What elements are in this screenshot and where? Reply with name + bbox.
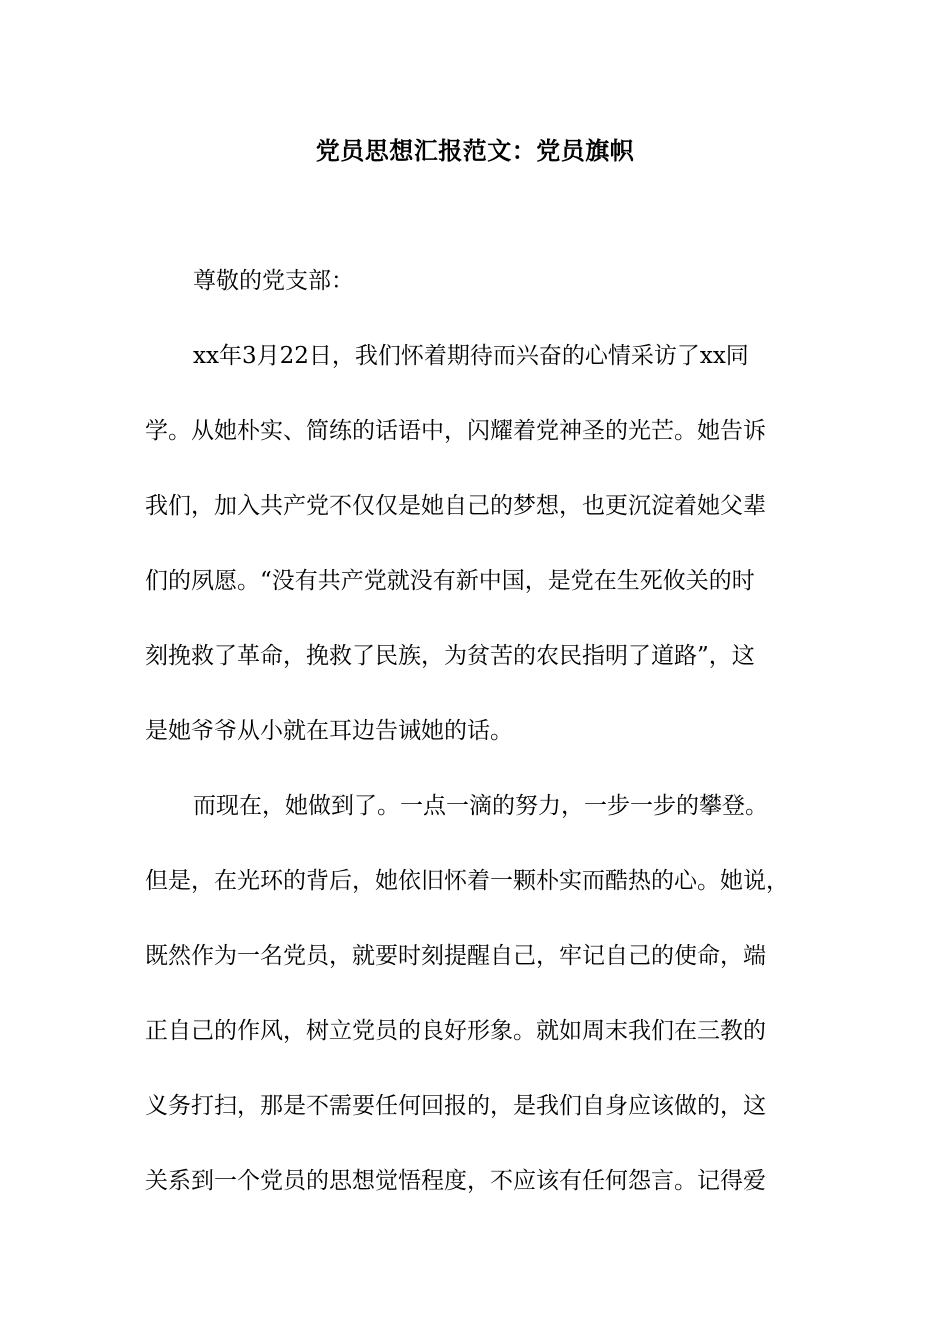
- paragraph-2-line-1: 而现在，她做到了。一点一滴的努力，一步一步的攀登。: [193, 793, 768, 819]
- paragraph-1-line-5: 刻挽救了革命，挽救了民族，为贫苦的农民指明了道路”，这: [145, 643, 755, 669]
- paragraph-2-line-3: 既然作为一名党员，就要时刻提醒自己，牢记自己的使命，端: [145, 943, 766, 969]
- paragraph-1-line-6: 是她爷爷从小就在耳边告诫她的话。: [145, 718, 513, 744]
- paragraph-1-line-3: 我们，加入共产党不仅仅是她自己的梦想，也更沉淀着她父辈: [145, 493, 766, 519]
- paragraph-2-line-4: 正自己的作风，树立党员的良好形象。就如周末我们在三教的: [145, 1018, 766, 1044]
- paragraph-1-line-4: 们的夙愿。“没有共产党就没有新中国，是党在生死攸关的时: [145, 568, 755, 594]
- salutation-line: 尊敬的党支部：: [193, 268, 354, 294]
- paragraph-2-line-2: 但是，在光环的背后，她依旧怀着一颗朴实而酷热的心。她说，: [145, 868, 789, 894]
- paragraph-1-line-2: 学。从她朴实、简练的话语中，闪耀着党神圣的光芒。她告诉: [145, 418, 766, 444]
- paragraph-1: [145, 319, 825, 769]
- paragraph-2: [145, 769, 825, 1219]
- document-body: [145, 244, 825, 1219]
- paragraph-2-line-5: 义务打扫，那是不需要任何回报的，是我们自身应该做的，这: [145, 1093, 766, 1119]
- paragraph-2-line-6: 关系到一个党员的思想觉悟程度，不应该有任何怨言。记得爱: [145, 1168, 766, 1194]
- salutation: [145, 244, 825, 319]
- document-title: 党员思想汇报范文：党员旗帜: [315, 136, 635, 165]
- paragraph-1-line-1: xx年3月22日，我们怀着期待而兴奋的心情采访了xx同: [193, 343, 749, 369]
